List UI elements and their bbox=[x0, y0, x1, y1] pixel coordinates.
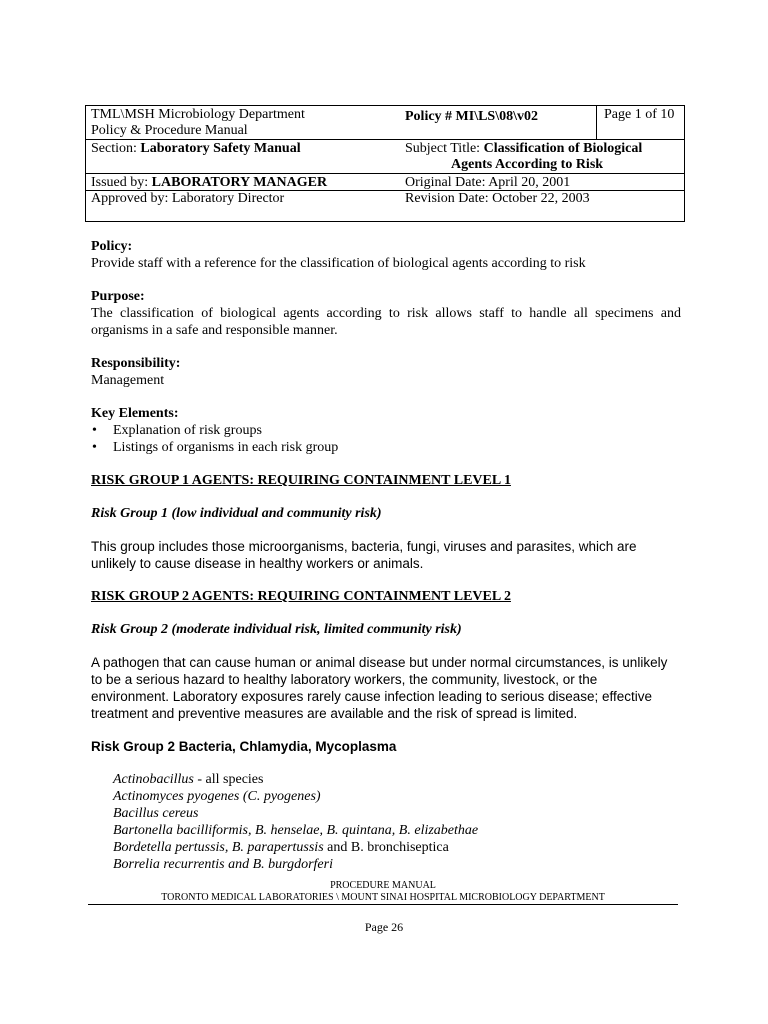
footer-rule bbox=[88, 904, 678, 905]
risk-group-1-text: This group includes those microorganisms, bacteria, fungi, viruses and parasites, which are unlikely to cause disease in healthy workers or animals. bbox=[91, 539, 637, 571]
header-divider bbox=[596, 106, 597, 139]
list-item: Bordetella pertussis, B. parapertussis and B. bronchiseptica bbox=[113, 840, 449, 855]
policy-number-cell bbox=[400, 108, 596, 126]
list-item: Actinomyces pyogenes (C. pyogenes) bbox=[113, 789, 321, 804]
policy-number: Policy # MI\LS\08\v02 bbox=[405, 109, 538, 124]
footer-organization: TORONTO MEDICAL LABORATORIES \ MOUNT SINAI HOSPITAL MICROBIOLOGY DEPARTMENT bbox=[161, 892, 605, 903]
organism-list bbox=[91, 771, 681, 873]
policy-body bbox=[91, 238, 681, 873]
header-row-1 bbox=[86, 106, 684, 140]
manual-name: Policy & Procedure Manual bbox=[91, 123, 248, 138]
policy-text: Provide staff with a reference for the classification of biological agents according to risk bbox=[91, 256, 586, 271]
list-item: Borrelia recurrentis and B. burgdorferi bbox=[113, 857, 333, 872]
risk-group-1-subtitle: Risk Group 1 (low individual and community risk) bbox=[91, 506, 382, 521]
list-item: • Explanation of risk groups bbox=[92, 423, 262, 438]
header-row-3 bbox=[86, 174, 684, 222]
list-item: Bacillus cereus bbox=[113, 806, 199, 821]
issued-value: LABORATORY MANAGER bbox=[151, 175, 328, 190]
page-footer bbox=[88, 880, 678, 904]
responsibility-heading: Responsibility: bbox=[91, 356, 181, 371]
policy-header-table bbox=[85, 105, 685, 222]
department-cell bbox=[86, 106, 396, 140]
bullet-icon: • bbox=[92, 440, 97, 455]
subject-value-2: Agents According to Risk bbox=[451, 157, 604, 172]
risk-group-2-title: RISK GROUP 2 AGENTS: REQUIRING CONTAINMENT LEVEL 2 bbox=[91, 589, 511, 604]
policy-heading: Policy: bbox=[91, 239, 133, 254]
page-of-label: Page 1 of 10 bbox=[604, 107, 675, 122]
subject-value-1: Classification of Biological bbox=[483, 141, 643, 156]
approved-by: Approved by: Laboratory Director bbox=[91, 191, 285, 206]
key-elements-heading: Key Elements: bbox=[91, 406, 179, 421]
list-item: • Listings of organisms in each risk group bbox=[92, 440, 339, 455]
page-of-cell bbox=[598, 106, 686, 124]
original-date: Original Date: April 20, 2001 bbox=[405, 175, 571, 190]
section-cell bbox=[86, 140, 396, 158]
revision-date: Revision Date: October 22, 2003 bbox=[405, 191, 590, 206]
risk-group-2-text-2: environment. Laboratory exposures rarely cause infection leading to serious disease; effective treatment and preventive measures are available and the risk of spread is limited. bbox=[91, 689, 653, 721]
key-elements-list bbox=[91, 422, 681, 456]
purpose-text: The classification of biological agents according to risk allows staff to handle all specimens and organisms in a safe and responsible manner. bbox=[91, 306, 681, 338]
risk-group-2-subtitle: Risk Group 2 (moderate individual risk, limited community risk) bbox=[91, 622, 462, 637]
subject-cell bbox=[400, 140, 686, 174]
list-item: Bartonella bacilliformis, B. henselae, B. quintana, B. elizabethae bbox=[113, 823, 479, 838]
risk-group-2-text-1: A pathogen that can cause human or animal disease but under normal circumstances, is unlikely to be a serious hazard to healthy laboratory workers, the community, livestock, or the bbox=[91, 655, 668, 687]
header-inner-line bbox=[86, 190, 684, 191]
subject-label: Subject Title: bbox=[405, 141, 484, 156]
dates-cell bbox=[400, 174, 686, 208]
footer-manual: PROCEDURE MANUAL bbox=[330, 880, 436, 891]
header-row-2 bbox=[86, 140, 684, 174]
section-value: Laboratory Safety Manual bbox=[140, 141, 301, 156]
risk-group-1-title: RISK GROUP 1 AGENTS: REQUIRING CONTAINMENT LEVEL 1 bbox=[91, 473, 511, 488]
bullet-icon: • bbox=[92, 423, 97, 438]
list-item: Actinobacillus - all species bbox=[113, 772, 264, 787]
issued-label: Issued by: bbox=[91, 175, 152, 190]
issued-cell bbox=[86, 174, 396, 208]
section-label: Section: bbox=[91, 141, 141, 156]
risk-group-2-bacteria-heading: Risk Group 2 Bacteria, Chlamydia, Mycoplasma bbox=[91, 739, 397, 754]
responsibility-text: Management bbox=[91, 373, 165, 388]
page-number: Page 26 bbox=[364, 920, 404, 934]
purpose-heading: Purpose: bbox=[91, 289, 145, 304]
department-name: TML\MSH Microbiology Department bbox=[91, 107, 305, 122]
